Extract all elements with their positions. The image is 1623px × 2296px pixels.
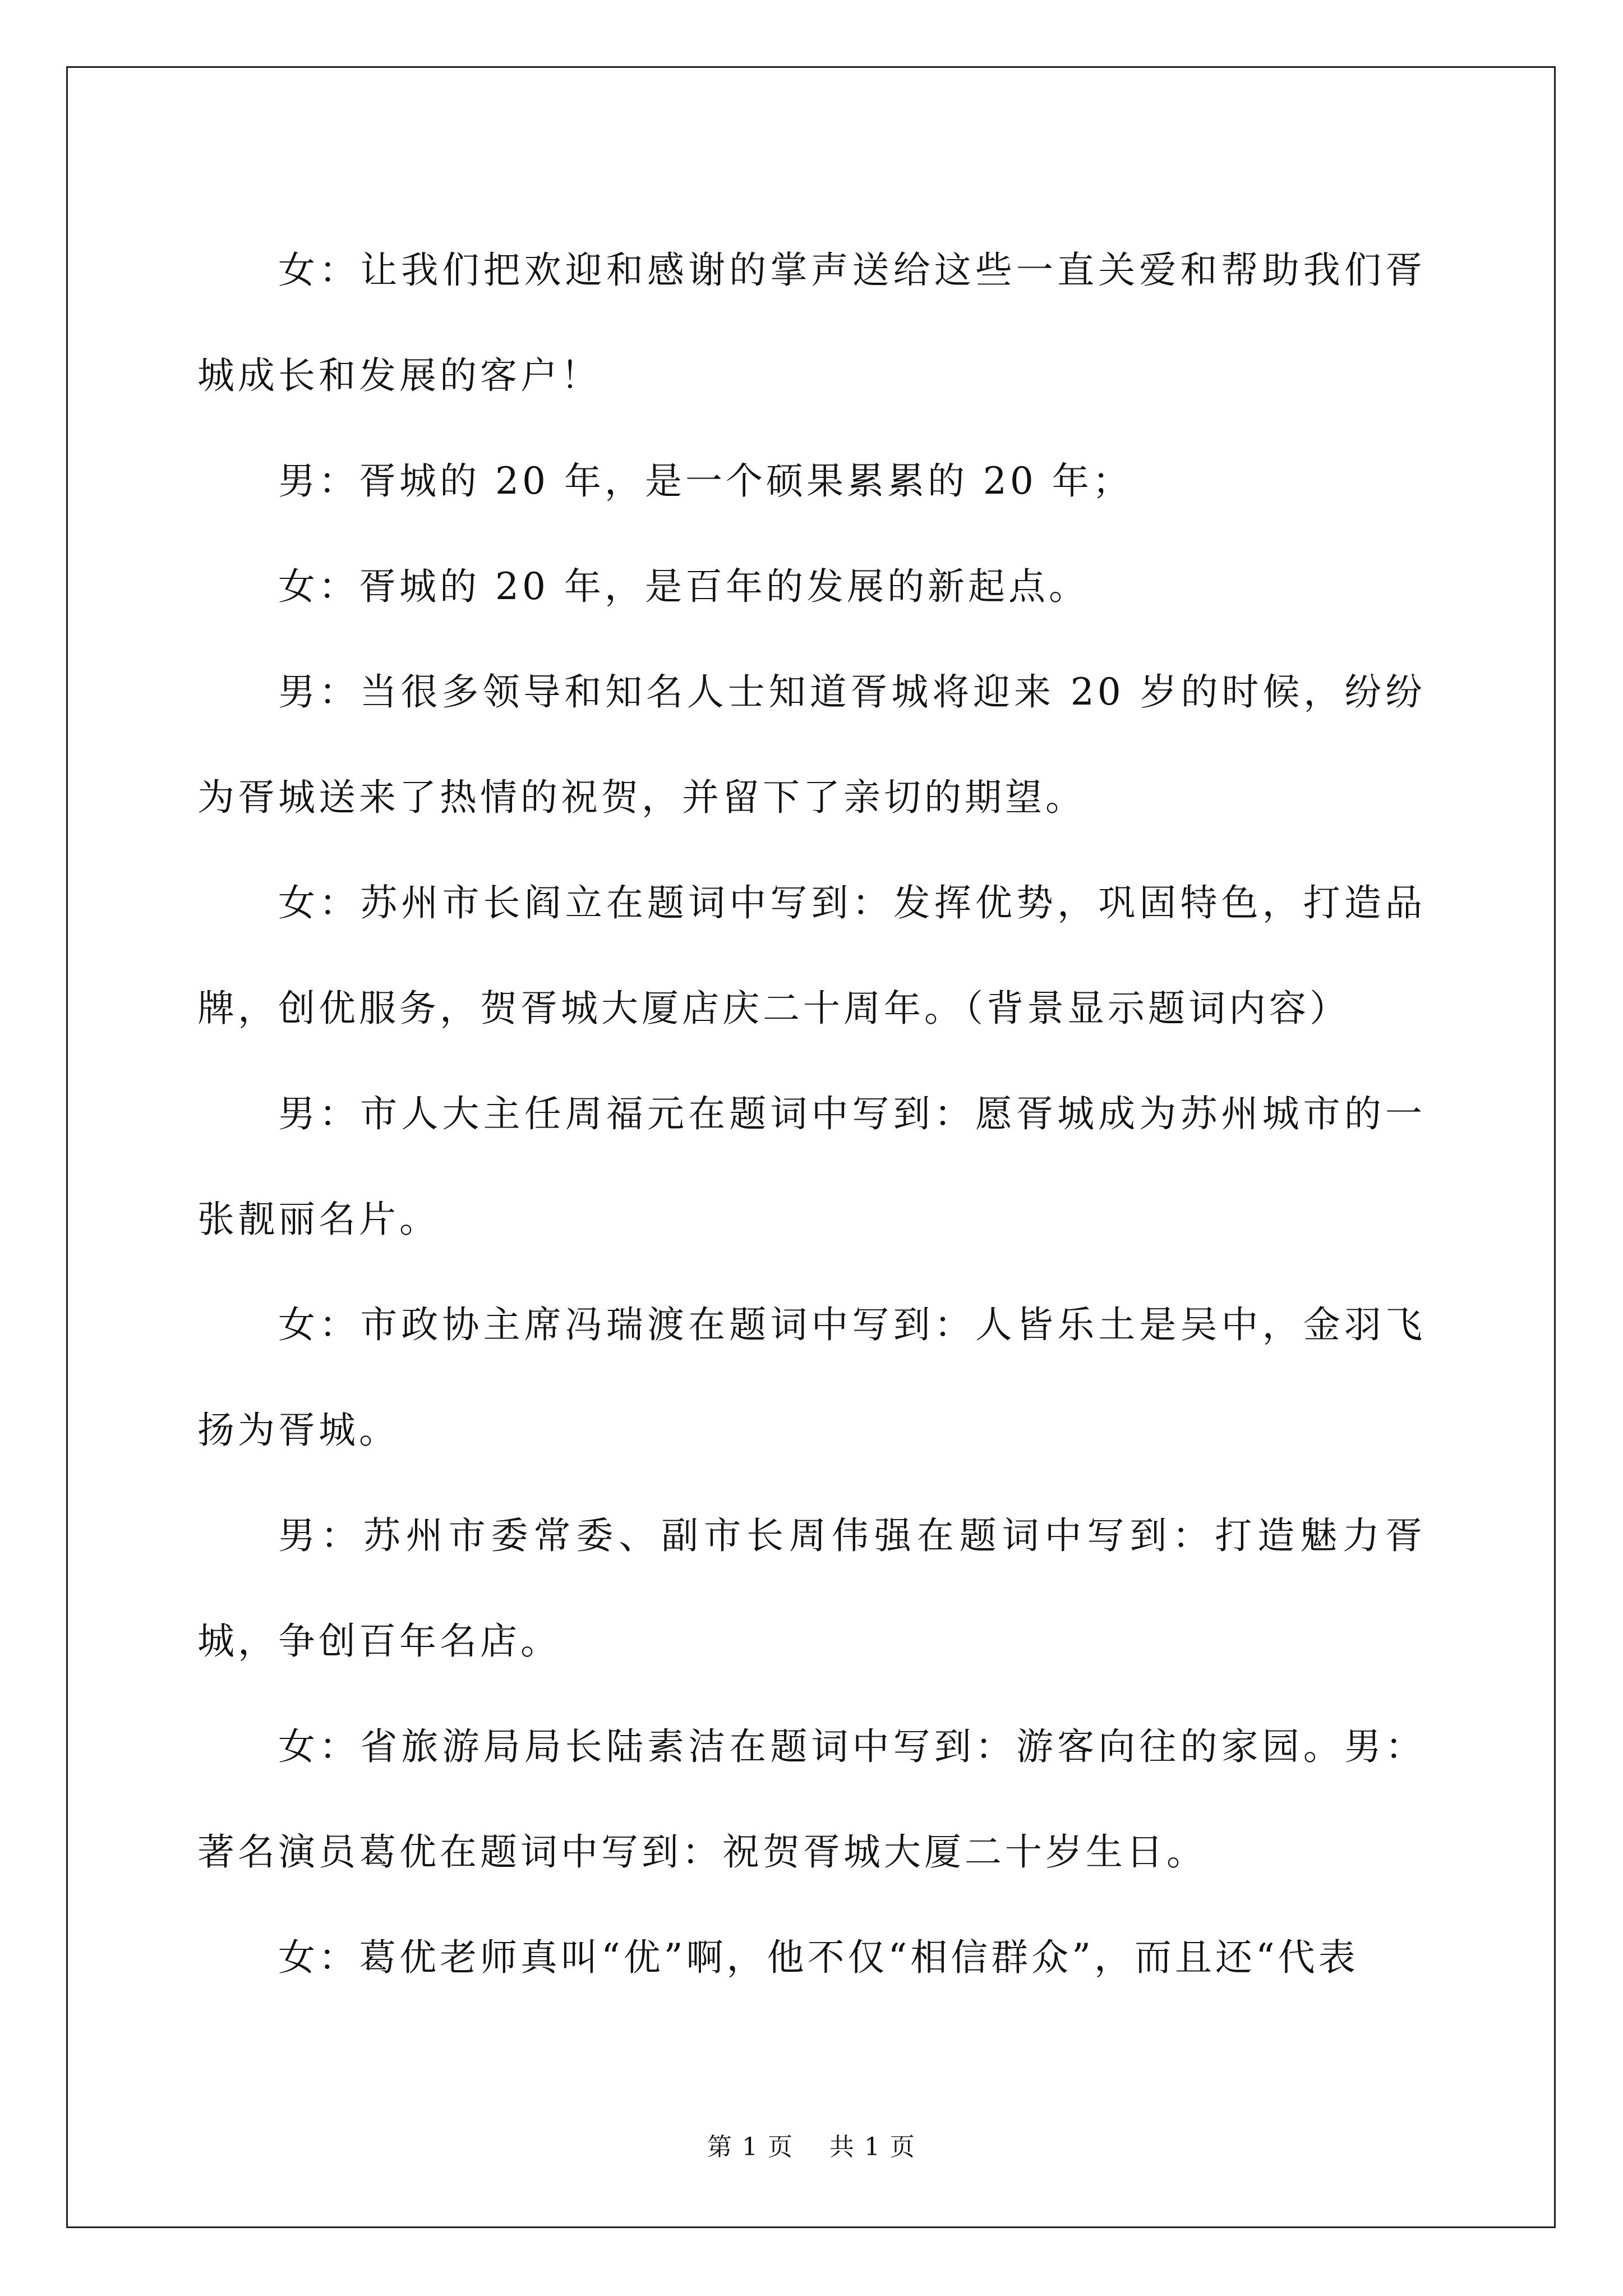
paragraph: 女：葛优老师真叫“优”啊，他不仅“相信群众”，而且还“代表 — [278, 1936, 1359, 1979]
paragraph: 女：让我们把欢迎和感谢的掌声送给这些一直关爱和帮助我们胥城成长和发展的客户！ — [197, 249, 1426, 397]
paragraph: 女：省旅游局局长陆素洁在题词中写到：游客向往的家园。男：著名演员葛优在题词中写到：祝贺胥城大厦二十岁生日。 — [197, 1725, 1426, 1874]
paragraph: 女：市政协主席冯瑞渡在题词中写到：人皆乐土是吴中，金羽飞扬为胥城。 — [197, 1303, 1426, 1452]
paragraph: 男：苏州市委常委、副市长周伟强在题词中写到：打造魅力胥城，争创百年名店。 — [197, 1514, 1426, 1663]
paragraph: 女：苏州市长阎立在题词中写到：发挥优势，巩固特色，打造品牌，创优服务，贺胥城大厦店庆二十周年。（背景显示题词内容） — [197, 881, 1426, 1030]
paragraph: 女：胥城的 20 年，是百年的发展的新起点。 — [278, 565, 1089, 608]
document-body — [197, 218, 1426, 2010]
page-number-footer: 第 1 页 共 1 页 — [707, 2133, 916, 2161]
paragraph: 男：当很多领导和知名人士知道胥城将迎来 20 岁的时候，纷纷为胥城送来了热情的祝贺，并留下了亲切的期望。 — [197, 670, 1426, 819]
paragraph: 男：胥城的 20 年，是一个硕果累累的 20 年； — [278, 459, 1133, 503]
paragraph: 男：市人大主任周福元在题词中写到：愿胥城成为苏州城市的一张靓丽名片。 — [197, 1092, 1426, 1241]
